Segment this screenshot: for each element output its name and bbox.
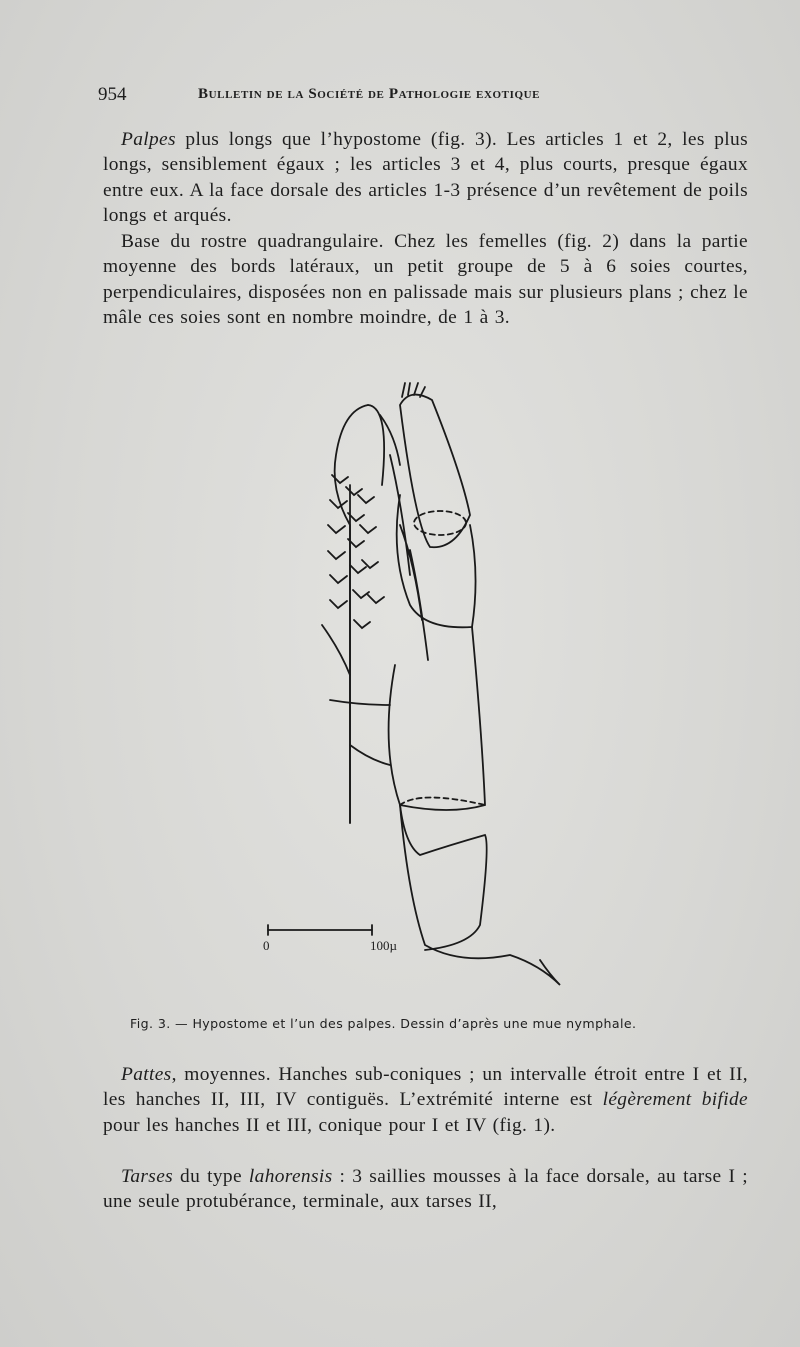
emphasis-legerement-bifide: légèrement bifide xyxy=(602,1089,748,1111)
paragraph-pattes-text-a: , moyennes. Hanches sub-coniques ; un intervalle étroit entre I et II, les hanches II, III, IV contiguës. L’extrémité interne est xyxy=(103,1064,748,1111)
hypostome-denticles xyxy=(328,475,384,628)
paragraph-pattes xyxy=(103,1062,748,1138)
palp-tip-setae xyxy=(402,383,425,397)
paragraph-base-rostre xyxy=(103,229,748,330)
hypostome-outline xyxy=(335,405,368,823)
figure-3-drawing xyxy=(250,375,600,1005)
paragraph-palpes-text: plus longs que l’hypostome (fig. 3). Les articles 1 et 2, les plus longs, sensiblement égaux ; les articles 3 et 4, plus courts, presque égaux entre eux. A la face dorsale des articles 1-3 présence d’un revêtement de poils longs et arqués. xyxy=(103,129,748,226)
palp-setae xyxy=(330,415,428,765)
palp-article-4 xyxy=(400,395,470,548)
term-pattes: Pattes xyxy=(121,1064,172,1085)
scale-label-end: 100µ xyxy=(370,938,397,953)
paragraph-tarses-text-a: du type xyxy=(173,1166,249,1187)
hypostome-lower xyxy=(322,625,350,675)
paragraph-pattes-text-b: pour les hanches II et III, conique pour I et IV (fig. 1). xyxy=(103,1114,556,1136)
figure-3 xyxy=(250,375,600,1005)
page-header xyxy=(98,84,658,110)
palp-article-1 xyxy=(400,805,487,950)
figure-caption: Fig. 3. — Hypostome et l’un des palpes. Dessin d’après une mue nymphale. xyxy=(130,1016,637,1031)
running-title: Bulletin de la Société de Pathologie exotique xyxy=(198,86,541,102)
paragraph-tarses-text-b: : 3 saillies mousses à la face dorsale, au tarse I ; une seule protubérance, terminale, aux tarses II, xyxy=(103,1166,748,1213)
emphasis-lahorensis: lahorensis xyxy=(248,1166,333,1187)
term-tarses: Tarses xyxy=(121,1166,174,1187)
paragraph-tarses xyxy=(103,1164,748,1215)
palp-article-joint-upper xyxy=(414,511,466,535)
paragraph-palpes xyxy=(103,127,748,228)
page-number: 954 xyxy=(98,84,127,105)
paragraph-base-rostre-text: Base du rostre quadrangulaire. Chez les femelles (fig. 2) dans la partie moyenne des bords latéraux, un petit groupe de 5 à 6 soies courtes, perpendiculaires, disposées non en palissade mais sur plusieurs plans ; chez le mâle ces soies sont en nombre moindre, de 1 à 3. xyxy=(103,231,748,328)
term-palpes: Palpes xyxy=(121,129,176,150)
scale-label-start: 0 xyxy=(263,938,270,953)
palp-article-joint-lower xyxy=(400,798,485,806)
palp-base xyxy=(400,805,560,985)
palp-article-2 xyxy=(389,627,485,810)
